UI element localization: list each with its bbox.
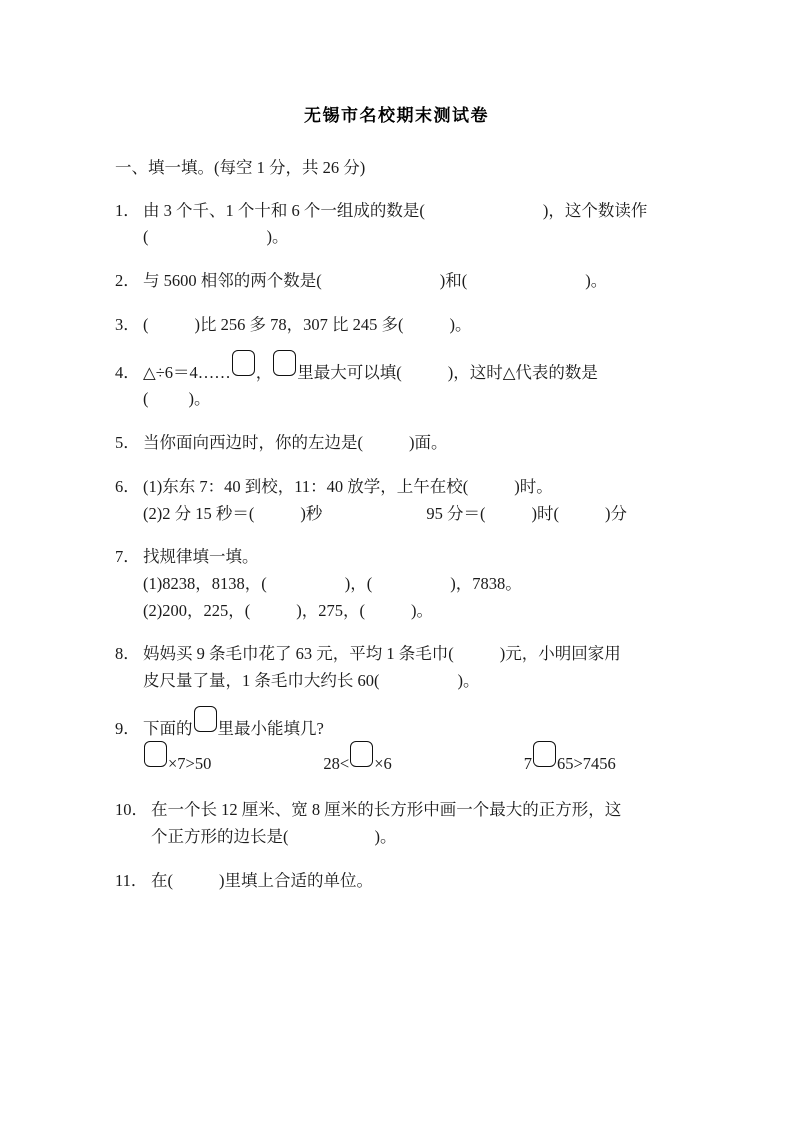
question-7-line-1	[115, 544, 693, 571]
question-7-heading: 找规律填一填。	[143, 547, 259, 567]
question-4-line-2	[115, 386, 693, 413]
question-9-answer-box-2[interactable]	[350, 741, 373, 767]
question-9-text-b: 里最小能填几?	[217, 718, 324, 738]
question-10-line-1	[115, 797, 693, 824]
question-3-number: 3．	[115, 314, 140, 334]
question-2-line-1	[115, 268, 693, 295]
question-11-number: 11．	[115, 870, 148, 890]
question-6-text-g: )分	[605, 503, 627, 523]
page-title: 无锡市名校期末测试卷	[304, 106, 489, 126]
question-6-text-b: )时。	[514, 476, 553, 496]
question-7-text-c: )，7838。	[450, 573, 522, 593]
question-9-expr-1: ×7>50	[168, 753, 212, 773]
question-5-text-a: 当你面向西边时，你的左边是(	[143, 433, 363, 453]
question-1-text-b: )，这个数读作	[542, 200, 648, 220]
question-10-text-c: )。	[374, 826, 397, 846]
question-7-text-a: 8238，8138，(	[162, 573, 267, 593]
question-1-number: 1．	[115, 200, 140, 220]
question-1-text-a: 由 3 个千、1 个十和 6 个一组成的数是(	[143, 200, 425, 220]
question-9	[115, 712, 693, 777]
question-6-text-a: 东东 7：40 到校，11：40 放学，上午在校(	[162, 476, 469, 496]
question-6-text-c: 2 分 15 秒＝(	[162, 503, 255, 523]
question-9-line-2	[115, 747, 693, 778]
question-9-number: 9．	[115, 718, 140, 738]
question-6-sub-2: (2)	[143, 503, 163, 523]
question-11-text-a: 在(	[151, 870, 173, 890]
question-8-line-2	[115, 668, 693, 695]
question-5-number: 5．	[115, 433, 140, 453]
question-2-text-c: )。	[585, 271, 608, 291]
question-9-line-1	[115, 712, 693, 743]
question-6-number: 6．	[115, 476, 140, 496]
question-3-text-a: (	[143, 314, 149, 334]
question-4-text-b: ，	[255, 362, 273, 382]
question-8-text-a: 妈妈买 9 条毛巾花了 63 元，平均 1 条毛巾(	[143, 644, 454, 664]
question-9-answer-box-0[interactable]	[194, 706, 217, 732]
question-7-sub-2: (2)	[143, 600, 163, 620]
question-4-text-e: (	[143, 389, 149, 409]
question-1-line-1	[115, 198, 693, 225]
question-8-text-b: )元，小明回家用	[499, 644, 621, 664]
question-7-number: 7．	[115, 547, 140, 567]
question-6-line-2	[115, 501, 693, 528]
question-7-sub-1: (1)	[143, 573, 163, 593]
question-4-line-1	[115, 356, 693, 387]
question-7-text-e: )，275，(	[296, 600, 365, 620]
question-3	[115, 312, 693, 339]
question-7-text-f: )。	[411, 600, 433, 620]
question-11-text-b: )里填上合适的单位。	[219, 870, 373, 890]
question-9-answer-box-3[interactable]	[533, 741, 556, 767]
question-9-expr-2-after: ×6	[374, 753, 392, 773]
question-3-text-c: )。	[449, 314, 472, 334]
question-7	[115, 544, 693, 624]
question-4-answer-box-1[interactable]	[232, 350, 255, 376]
question-10	[115, 797, 693, 850]
question-4-text-d: )，这时△代表的数是	[447, 362, 598, 382]
question-4	[115, 356, 693, 413]
question-1-line-2	[115, 224, 693, 251]
question-11-line-1	[115, 868, 693, 895]
question-1-text-c: (	[143, 227, 149, 247]
question-7-line-3	[115, 598, 693, 625]
question-6-line-1	[115, 474, 693, 501]
question-4-number: 4．	[115, 362, 140, 382]
question-8-number: 8．	[115, 644, 140, 664]
question-3-text-b: )比 256 多 78，307 比 245 多(	[194, 314, 404, 334]
question-9-text-a: 下面的	[143, 718, 193, 738]
question-6-text-d: )秒	[300, 503, 323, 523]
question-5	[115, 430, 693, 457]
question-8	[115, 641, 693, 694]
question-10-text-b: 个正方形的边长是(	[151, 826, 289, 846]
question-7-text-b: )，(	[344, 573, 373, 593]
question-4-text-f: )。	[188, 389, 211, 409]
question-4-text-c: 里最大可以填(	[297, 362, 402, 382]
question-2	[115, 268, 693, 295]
question-9-answer-box-1[interactable]	[144, 741, 167, 767]
question-2-text-b: )和(	[439, 271, 468, 291]
question-3-line-1	[115, 312, 693, 339]
question-11	[115, 868, 693, 895]
question-5-line-1	[115, 430, 693, 457]
question-7-line-2	[115, 571, 693, 598]
question-9-expr-3-after: 65>7456	[557, 753, 616, 773]
question-1	[115, 198, 693, 251]
question-2-number: 2．	[115, 271, 140, 291]
question-4-answer-box-2[interactable]	[273, 350, 296, 376]
question-10-number: 10．	[115, 800, 148, 820]
question-8-text-d: )。	[457, 671, 480, 691]
question-8-text-c: 皮尺量了量，1 条毛巾大约长 60(	[143, 671, 380, 691]
question-10-line-2	[115, 824, 693, 851]
question-9-expr-3-before: 7	[523, 753, 532, 773]
question-6-text-f: )时(	[531, 503, 559, 523]
section-heading-one: 一、填一填。(每空 1 分，共 26 分)	[115, 158, 366, 177]
question-6-sub-1: (1)	[143, 476, 163, 496]
question-10-text-a: 在一个长 12 厘米、宽 8 厘米的长方形中画一个最大的正方形，这	[151, 800, 622, 820]
question-4-text-a: △÷6＝4……	[143, 362, 231, 382]
question-9-expr-2-before: 28<	[323, 753, 350, 773]
question-1-text-d: )。	[266, 227, 289, 247]
question-2-text-a: 与 5600 相邻的两个数是(	[143, 271, 322, 291]
question-6-text-e: 95 分＝(	[426, 503, 486, 523]
question-8-line-1	[115, 641, 693, 668]
question-6	[115, 474, 693, 527]
question-7-text-d: 200，225，(	[162, 600, 251, 620]
question-5-text-b: )面。	[409, 433, 448, 453]
